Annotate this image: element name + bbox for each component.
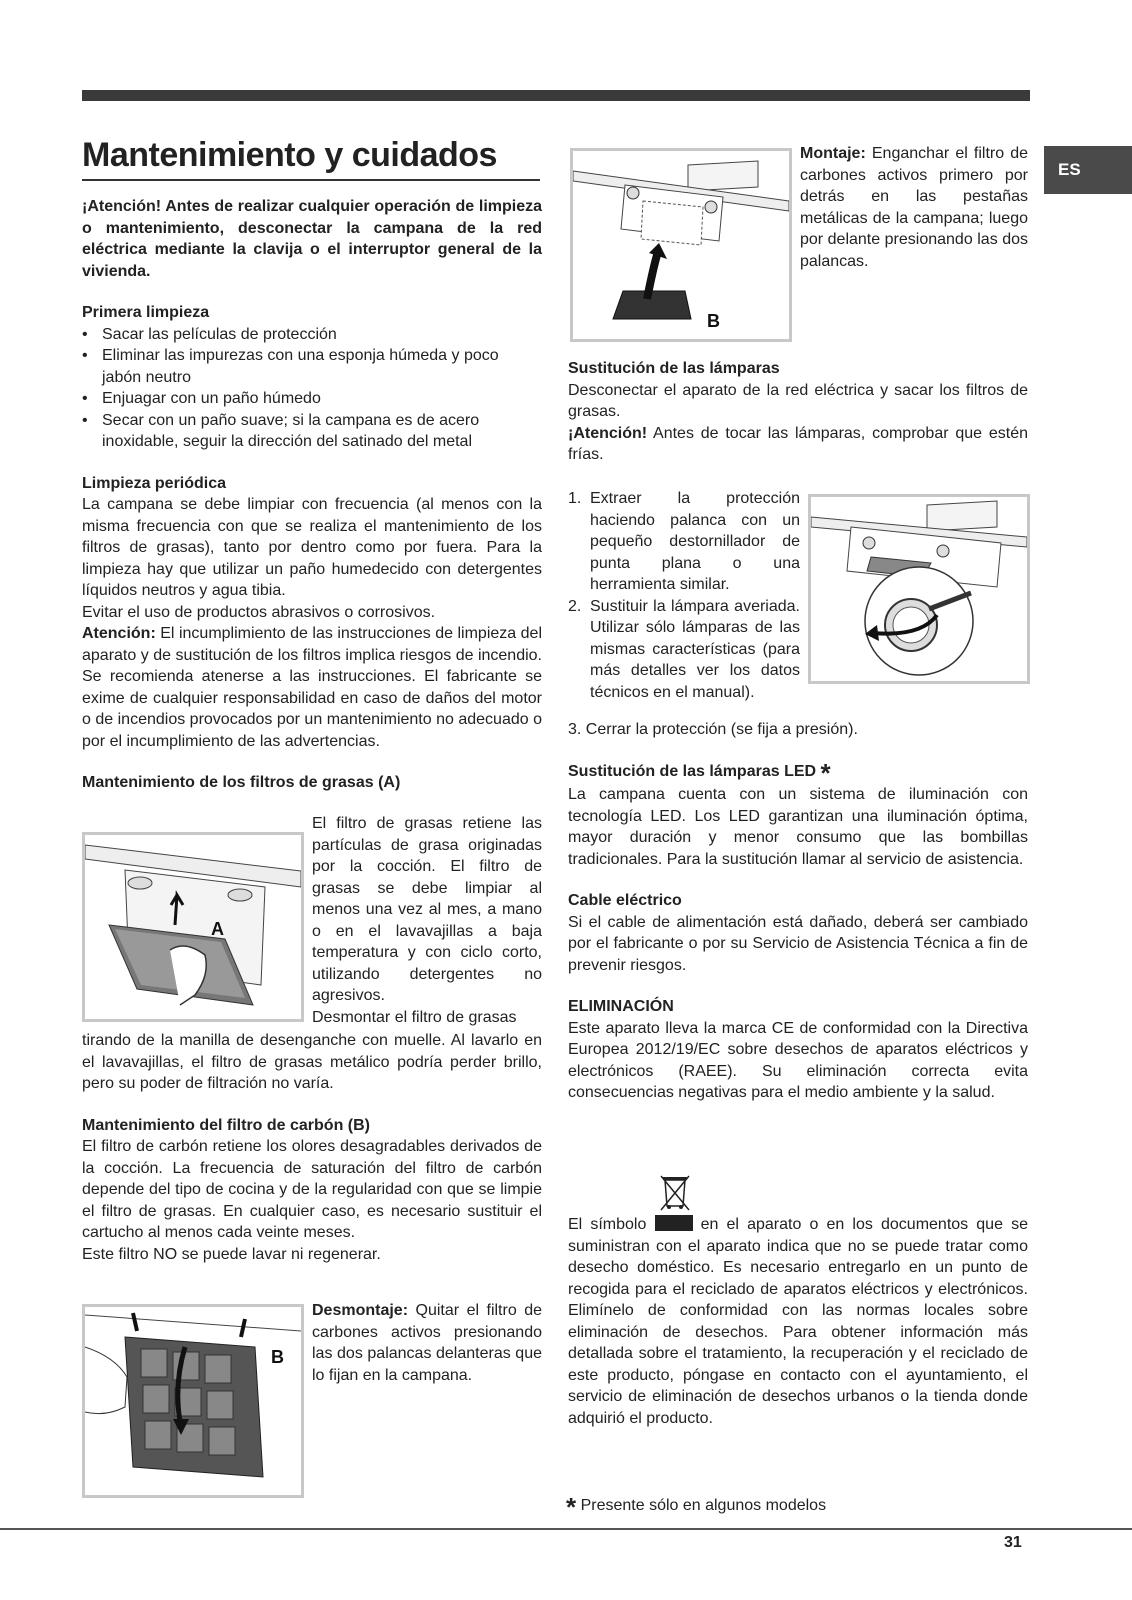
carbon-filter-illustration <box>85 1307 301 1495</box>
disposal-heading: ELIMINACIÓN <box>568 998 674 1015</box>
grease-text: El filtro de grasas retiene las partículas de grasa originadas por la cocción. El filtro de grasas se debe limpiar al menos una vez al mes, a mano o en el lavavajillas a baja temperatura y con ciclo corto, utilizando detergentes no agresivos. <box>312 815 542 1004</box>
dismount-body: Quitar el filtro de carbones activos presionando las dos palancas delanteras que lo fijan en la campana. <box>312 1302 542 1384</box>
cable-text: Si el cable de alimentación está dañado, deberá ser cambiado por el fabricante o por su Servicio de Asistencia Técnica a fin de prevenir riesgos. <box>568 913 1028 974</box>
disposal-symbol-text <box>568 1214 1028 1429</box>
right-main-text <box>568 719 1028 1104</box>
list-item: • Secar con un paño suave; si la campana es de acero inoxidable, seguir la dirección del satinado del metal <box>82 410 542 453</box>
symbol-rest: en el aparato o en los documentos que se suministran con el aparato indica que no se puede tratar como desecho doméstico. Es necesario entregarlo en un punto de recogida para el reciclado de aparatos eléctricos y electrónicos. Elimínelo de conformidad con las normas locales sobre eliminación de desechos. Para obtener información más detallada sobre el tratamiento, la recuperación y el reciclado de este producto, póngase en contacto con el ayuntamiento, el servicio de eliminación de desechos urbanos o la tienda donde adquirió el producto. <box>568 1216 1029 1427</box>
grease-text-2: Desmontar el filtro de grasas <box>312 1008 517 1026</box>
left-column <box>82 196 542 794</box>
lamps-heading: Sustitución de las lámparas <box>568 360 780 377</box>
footnote-asterisk: * <box>566 1492 577 1522</box>
page-title: Mantenimiento y cuidados <box>82 136 540 181</box>
carbon-text: El filtro de carbón retiene los olores desagradables derivados de la cocción. La frecuencia de saturación del filtro de carbón depende del tipo de cocina y de la regularidad con que se limpie el filtro de grasas. En cualquier caso, es necesario sustituir el cartucho al menos cada veinte meses. <box>82 1138 542 1241</box>
footnote <box>566 1492 826 1523</box>
grease-filter-figure <box>82 832 304 1022</box>
mount-text <box>800 143 1028 272</box>
step-item <box>568 488 800 596</box>
safety-warning: ¡Atención! Antes de realizar cualquier operación de limpieza o mantenimiento, desconectar la campana de la red eléctrica mediante la clavija o el interruptor general de la vivienda. <box>82 198 542 280</box>
first-clean-list <box>82 324 542 453</box>
periodic-attention <box>82 623 542 752</box>
carbon-mount-illustration <box>573 151 789 339</box>
figure-label-a: A <box>211 919 224 939</box>
figure-label-b2: B <box>707 311 720 331</box>
periodic-text: La campana se debe limpiar con frecuencia (al menos con la misma frecuencia con que se realiza el mantenimiento de los filtros de grasas), tanto por dentro como por fuera. Para la limpieza hay que utilizar un paño humedecido con detergentes líquidos neutros y agua tibia. <box>82 496 542 599</box>
header-rule <box>82 90 1030 101</box>
lamps-attention-text: Antes de tocar las lámparas, comprobar que estén frías. <box>568 424 1028 463</box>
disposal-text-2 <box>568 1214 1028 1429</box>
dismount-text <box>312 1300 542 1386</box>
grease-filter-illustration <box>85 835 301 1019</box>
carbon-filter-figure <box>82 1304 304 1498</box>
grease-side-text <box>312 813 542 1028</box>
cable-heading: Cable eléctrico <box>568 892 682 909</box>
first-clean-heading: Primera limpieza <box>82 304 210 321</box>
step-text: Extraer la protección haciendo palanca con un pequeño destornillador de punta plana o una herramienta similar. <box>590 490 800 593</box>
carbon-heading: Mantenimiento del filtro de carbón (B) <box>82 1116 371 1134</box>
grease-continued <box>82 1030 542 1265</box>
periodic-text-2: Evitar el uso de productos abrasivos o corrosivos. <box>82 603 436 621</box>
periodic-heading: Limpieza periódica <box>82 474 227 492</box>
lamps-attention-label: ¡Atención! <box>568 424 648 442</box>
weee-bin-icon <box>655 1172 695 1212</box>
attention-text: El incumplimiento de las instrucciones de limpieza del aparato y de sustitución de los filtros implica riesgos de incendio. Se recomienda atenerse a las instrucciones. El fabricante se exime de cualquier responsabilidad en caso de daños del motor o de incendios provocados por un mantenimiento no adecuado o por el incumplimiento de las advertencias. <box>82 625 542 750</box>
dismount-label: Desmontaje: <box>312 1302 409 1319</box>
step-number: 1. <box>568 490 582 507</box>
lamp-figure <box>808 494 1030 684</box>
mount-label: Montaje: <box>800 145 866 162</box>
carbon-mount-figure <box>570 148 792 342</box>
step-text: Sustituir la lámpara averiada. Utilizar sólo lámparas de las mismas características (para más detalles ver los datos técnicos en el manual). <box>590 597 800 701</box>
footnote-text: Presente sólo en algunos modelos <box>580 1497 827 1514</box>
step-3: 3. Cerrar la protección (se fija a presión). <box>568 721 858 738</box>
disposal-text: Este aparato lleva la marca CE de conformidad con la Directiva Europea 2012/19/EC sobre desechos de aparatos eléctricos y electrónicos (RAEE). Su eliminación correcta evita consecuencias negativas para el medio ambiente y la salud. <box>568 1019 1028 1101</box>
list-item: • Sacar las películas de protección <box>82 324 542 346</box>
carbon-text-2: Este filtro NO se puede lavar ni regenerar. <box>82 1245 381 1263</box>
weee-bar-icon <box>655 1215 693 1231</box>
symbol-lead: El símbolo <box>568 1216 655 1233</box>
list-item: • Eliminar las impurezas con una esponja húmeda y poco jabón neutro <box>82 345 542 388</box>
lamp-illustration <box>811 497 1027 681</box>
led-heading: Sustitución de las lámparas LED <box>568 762 817 780</box>
step-item <box>568 596 800 704</box>
carbon-dismount-text <box>312 1300 542 1386</box>
lamps-text: Desconectar el aparato de la red eléctrica y sacar los filtros de grasas. <box>568 381 1028 420</box>
list-item: • Enjuagar con un paño húmedo <box>82 388 542 410</box>
page-number: 31 <box>1004 1534 1022 1551</box>
asterisk-marker: * <box>820 757 831 788</box>
led-heading-line <box>568 757 1028 788</box>
attention-label: Atención: <box>82 625 156 642</box>
lamp-steps <box>568 488 800 703</box>
mount-paragraph <box>800 143 1028 272</box>
figure-label-b: B <box>271 1347 284 1367</box>
step-number: 2. <box>568 597 582 615</box>
lamps-section <box>568 358 1028 466</box>
language-tab: ES <box>1044 146 1132 194</box>
lamp-steps-list <box>568 488 800 703</box>
grease-text-3: tirando de la manilla de desenganche con muelle. Al lavarlo en el lavavajillas, el filtro de grasas metálico podría perder brillo, pero su poder de filtración no varía. <box>82 1032 542 1092</box>
footer-rule <box>0 1528 1132 1530</box>
led-text: La campana cuenta con un sistema de iluminación con tecnología LED. Los LED garantizan una iluminación óptima, mayor duración y menor consumo que las bombillas tradicionales. Para la sustitución llamar al servicio de asistencia. <box>568 786 1028 868</box>
grease-heading: Mantenimiento de los filtros de grasas (A) <box>82 774 401 791</box>
mount-body: Enganchar el filtro de carbones activos primero por detrás en las pestañas metálicas de la campana; luego por delante presionando las dos palancas. <box>800 145 1028 270</box>
lamps-attention <box>568 423 1028 466</box>
